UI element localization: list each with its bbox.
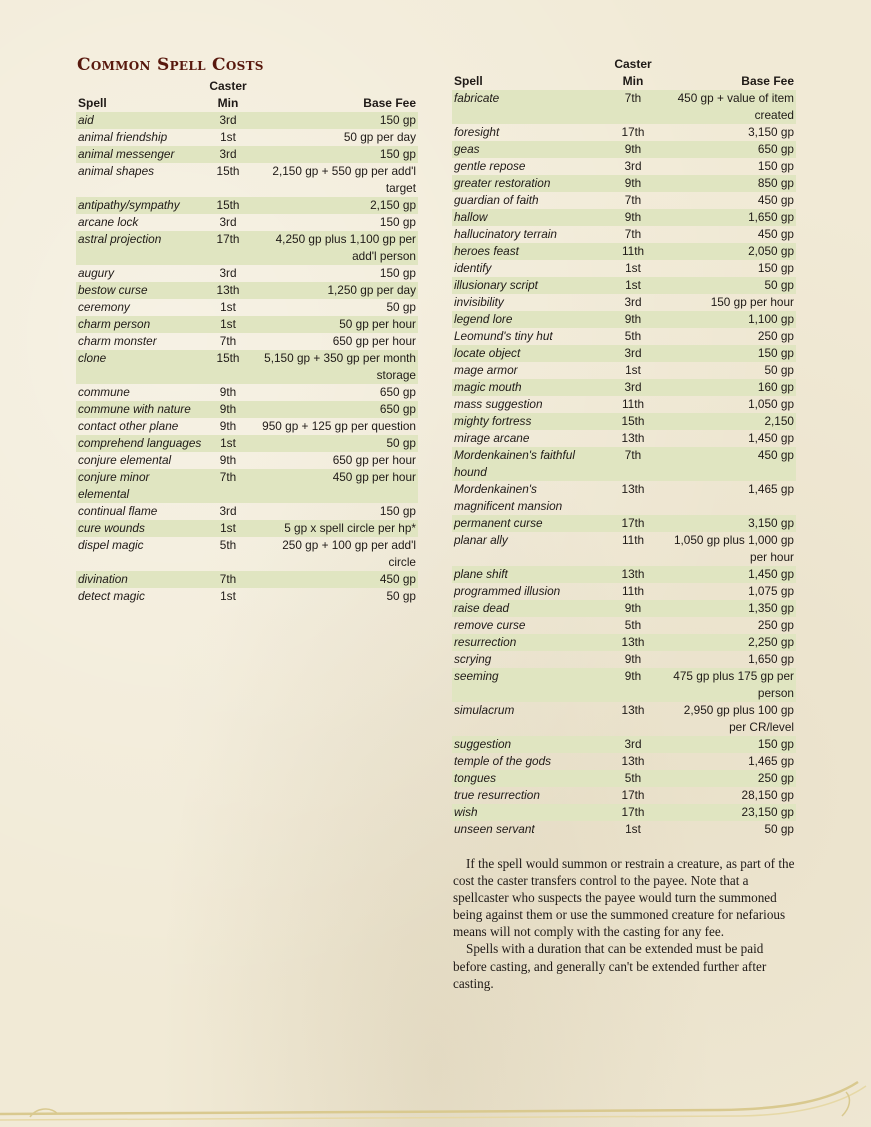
spell-name: locate object — [452, 345, 600, 362]
base-fee: 250 gp — [757, 329, 794, 343]
spell-name: contact other plane — [78, 419, 179, 433]
table-row — [452, 447, 796, 481]
base-fee: 160 gp — [666, 379, 796, 396]
caster-min: 9th — [600, 668, 666, 702]
spell-name: seeming — [452, 668, 600, 702]
table-row — [76, 469, 418, 503]
base-fee: 28,150 gp — [741, 788, 794, 802]
table-row — [76, 401, 418, 418]
caster-min: 9th — [600, 600, 666, 617]
caster-min: 3rd — [624, 159, 642, 173]
base-fee: 1,650 gp — [666, 209, 796, 226]
table-row — [452, 396, 796, 413]
caster-min: 13th — [600, 566, 666, 583]
spell-name: animal friendship — [78, 130, 168, 144]
caster-min: 13th — [621, 754, 645, 768]
caster-min: 9th — [600, 311, 666, 328]
base-fee: 150 gp — [666, 345, 796, 362]
table-row — [452, 481, 796, 515]
spell-name: mass suggestion — [454, 397, 543, 411]
caster-min: 3rd — [219, 504, 237, 518]
spell-name: remove curse — [454, 618, 526, 632]
spell-name: legend lore — [452, 311, 600, 328]
spell-name: commune — [78, 385, 130, 399]
caster-min: 5th — [624, 329, 642, 343]
caster-min: 9th — [219, 385, 237, 399]
spell-name: mage armor — [454, 363, 518, 377]
table-row — [76, 588, 418, 605]
table-row — [452, 158, 796, 175]
caster-min: 9th — [219, 453, 237, 467]
spell-name: permanent curse — [452, 515, 600, 532]
spell-name: bestow curse — [76, 282, 204, 299]
table-row — [76, 146, 418, 163]
base-fee: 23,150 gp — [666, 804, 796, 821]
spell-name: illusionary script — [452, 277, 600, 294]
table-row — [76, 214, 418, 231]
caster-min: 1st — [625, 822, 641, 836]
spell-name: hallow — [452, 209, 600, 226]
caster-min: 7th — [624, 193, 642, 207]
spell-name: plane shift — [452, 566, 600, 583]
table-row — [452, 277, 796, 294]
table-row — [76, 333, 418, 350]
caster-min: 3rd — [600, 345, 666, 362]
spell-name: hallucinatory terrain — [454, 227, 557, 241]
section-title: Common Spell Costs — [77, 55, 264, 75]
caster-min: 9th — [600, 175, 666, 192]
table-row — [76, 129, 418, 146]
spell-name: Mordenkainen's faithful hound — [452, 447, 600, 481]
base-fee: 450 gp — [757, 193, 794, 207]
base-fee: 150 gp — [379, 215, 416, 229]
header-min: Min — [217, 96, 239, 110]
caster-min: 17th — [600, 804, 666, 821]
base-fee: 5 gp x spell circle per hp* — [252, 520, 418, 537]
spell-name: charm person — [76, 316, 204, 333]
caster-min: 11th — [621, 533, 645, 547]
spell-name: dispel magic — [78, 538, 144, 552]
table-row — [76, 265, 418, 282]
table-row — [452, 600, 796, 617]
table-row — [76, 316, 418, 333]
spell-name: commune with nature — [76, 401, 204, 418]
caster-min: 1st — [600, 277, 666, 294]
base-fee: 1,100 gp — [666, 311, 796, 328]
table-row — [452, 702, 796, 736]
base-fee: 450 gp + value of item created — [666, 90, 796, 124]
spell-name: conjure elemental — [78, 453, 172, 467]
base-fee: 950 gp + 125 gp per question — [262, 419, 416, 433]
spell-name: conjure minor elemental — [76, 469, 204, 503]
base-fee: 1,450 gp — [666, 566, 796, 583]
table-row — [452, 430, 796, 447]
header-spell: Spell — [78, 96, 107, 110]
header-caster-min — [600, 56, 666, 90]
header-caster-min — [204, 78, 252, 112]
spell-name: mighty fortress — [452, 413, 600, 430]
base-fee: 2,150 gp — [252, 197, 418, 214]
caster-min: 3rd — [600, 736, 666, 753]
caster-min: 17th — [600, 515, 666, 532]
base-fee: 150 gp — [757, 159, 794, 173]
header-spell: Spell — [454, 74, 483, 88]
base-fee: 1,350 gp — [666, 600, 796, 617]
table-row — [452, 753, 796, 770]
base-fee: 50 gp — [252, 435, 418, 452]
base-fee: 2,950 gp plus 100 gp per CR/level — [683, 703, 794, 734]
spell-name: gentle repose — [454, 159, 526, 173]
table-header-row — [452, 56, 796, 90]
base-fee: 2,250 gp — [666, 634, 796, 651]
spell-name: resurrection — [452, 634, 600, 651]
spell-name: planar ally — [454, 533, 508, 547]
base-fee: 1,050 gp plus 1,000 gp per hour — [673, 533, 794, 564]
base-fee: 1,465 gp — [748, 754, 794, 768]
spell-name: unseen servant — [454, 822, 535, 836]
base-fee: 650 gp — [252, 401, 418, 418]
table-row — [76, 418, 418, 435]
caster-min: 15th — [600, 413, 666, 430]
table-row — [76, 537, 418, 571]
caster-min: 7th — [204, 571, 252, 588]
base-fee: 1,465 gp — [748, 482, 794, 496]
table-row — [76, 163, 418, 197]
table-row — [452, 515, 796, 532]
spell-name: simulacrum — [454, 703, 515, 717]
table-row — [452, 787, 796, 804]
table-row — [452, 345, 796, 362]
base-fee: 1,075 gp — [748, 584, 794, 598]
table-row — [452, 209, 796, 226]
base-fee: 1,650 gp — [748, 652, 794, 666]
table-row — [76, 384, 418, 401]
caster-min: 1st — [204, 316, 252, 333]
table-row — [452, 413, 796, 430]
base-fee: 650 gp — [666, 141, 796, 158]
table-row — [452, 175, 796, 192]
caster-min: 7th — [219, 334, 237, 348]
base-fee: 250 gp — [757, 618, 794, 632]
table-row — [452, 141, 796, 158]
header-min: Min — [622, 74, 644, 88]
table-row — [452, 770, 796, 787]
table-row — [76, 350, 418, 384]
caster-min: 1st — [625, 261, 641, 275]
base-fee: 50 gp — [386, 589, 416, 603]
base-fee: 3,150 gp — [748, 125, 794, 139]
table-row — [76, 571, 418, 588]
base-fee: 50 gp — [764, 822, 794, 836]
spell-name: mirage arcane — [454, 431, 530, 445]
spell-name: true resurrection — [454, 788, 540, 802]
caster-min: 13th — [204, 282, 252, 299]
table-row — [76, 282, 418, 299]
table-row — [452, 583, 796, 600]
base-fee: 1,050 gp — [748, 397, 794, 411]
spell-name: programmed illusion — [454, 584, 561, 598]
base-fee: 5,150 gp + 350 gp per month storage — [252, 350, 418, 384]
table-row — [452, 634, 796, 651]
base-fee: 650 gp per hour — [332, 453, 416, 467]
spell-name: animal shapes — [78, 164, 155, 178]
spell-name: fabricate — [452, 90, 600, 124]
header-caster: Caster — [614, 57, 652, 71]
table-row — [452, 736, 796, 753]
table-row — [76, 197, 418, 214]
spell-name: invisibility — [454, 295, 504, 309]
spell-name: foresight — [454, 125, 500, 139]
caster-min: 1st — [625, 363, 641, 377]
table-row — [76, 503, 418, 520]
spell-name: aid — [76, 112, 204, 129]
base-fee: 150 gp — [252, 112, 418, 129]
spell-name: guardian of faith — [454, 193, 539, 207]
caster-min: 9th — [219, 419, 237, 433]
spell-cost-table-left — [76, 78, 418, 605]
spell-name: antipathy/sympathy — [76, 197, 204, 214]
base-fee: 150 gp — [379, 266, 416, 280]
base-fee: 1,250 gp per day — [252, 282, 418, 299]
table-row — [76, 231, 418, 265]
caster-min: 17th — [621, 788, 645, 802]
table-row — [452, 243, 796, 260]
spell-name: arcane lock — [78, 215, 139, 229]
caster-min: 3rd — [204, 146, 252, 163]
base-fee: 150 gp — [757, 261, 794, 275]
spell-name: divination — [76, 571, 204, 588]
table-row — [452, 90, 796, 124]
caster-min: 13th — [621, 703, 645, 717]
base-fee: 650 gp per hour — [332, 334, 416, 348]
caster-min: 1st — [204, 520, 252, 537]
base-fee: 50 gp — [386, 300, 416, 314]
table-row — [76, 299, 418, 316]
base-fee: 1,450 gp — [748, 431, 794, 445]
base-fee: 450 gp — [666, 447, 796, 481]
caster-min: 15th — [204, 197, 252, 214]
base-fee: 250 gp + 100 gp per add'l circle — [282, 538, 416, 569]
caster-min: 11th — [600, 243, 666, 260]
spell-name: detect magic — [78, 589, 145, 603]
base-fee: 150 gp — [666, 736, 796, 753]
table-header-row — [76, 78, 418, 112]
caster-min: 13th — [621, 482, 645, 496]
base-fee: 2,150 — [666, 413, 796, 430]
caster-min: 15th — [216, 164, 240, 178]
caster-min: 17th — [621, 125, 645, 139]
base-fee: 150 gp per hour — [710, 295, 794, 309]
spell-name: greater restoration — [452, 175, 600, 192]
body-text — [453, 855, 798, 992]
caster-min: 7th — [600, 90, 666, 124]
base-fee: 450 gp — [757, 227, 794, 241]
spell-name: Mordenkainen's magnificent mansion — [454, 482, 563, 513]
page-footer-flourish-icon — [0, 1070, 871, 1127]
caster-min: 9th — [204, 401, 252, 418]
spell-name: temple of the gods — [454, 754, 552, 768]
paragraph-summon: If the spell would summon or restrain a creature, as part of the cost the caster transfers control to the payee. Note that a spellcaster who suspects the payee would turn the summoned being against them or use the summoned creature for nefarious means will not comply with the casting for any fee. — [453, 856, 795, 940]
caster-min: 7th — [600, 447, 666, 481]
caster-min: 5th — [624, 618, 642, 632]
caster-min: 1st — [220, 589, 236, 603]
table-row — [76, 452, 418, 469]
table-row — [452, 294, 796, 311]
base-fee: 450 gp per hour — [252, 469, 418, 503]
spell-cost-table-right — [452, 56, 796, 838]
caster-min: 5th — [600, 770, 666, 787]
table-row — [76, 520, 418, 537]
caster-min: 3rd — [624, 295, 642, 309]
spell-name: magic mouth — [452, 379, 600, 396]
spell-name: Leomund's tiny hut — [454, 329, 553, 343]
caster-min: 3rd — [600, 379, 666, 396]
base-fee: 50 gp — [666, 277, 796, 294]
base-fee: 475 gp plus 175 gp per person — [666, 668, 796, 702]
base-fee: 450 gp — [252, 571, 418, 588]
caster-min: 11th — [621, 584, 645, 598]
caster-min: 11th — [621, 397, 645, 411]
table-row — [452, 651, 796, 668]
base-fee: 250 gp — [666, 770, 796, 787]
spell-name: continual flame — [78, 504, 158, 518]
base-fee: 50 gp — [764, 363, 794, 377]
base-fee: 850 gp — [666, 175, 796, 192]
table-row — [452, 668, 796, 702]
base-fee: 4,250 gp plus 1,100 gp per add'l person — [252, 231, 418, 265]
caster-min: 13th — [600, 634, 666, 651]
table-row — [76, 435, 418, 452]
base-fee: 50 gp per hour — [252, 316, 418, 333]
spell-name: augury — [78, 266, 115, 280]
caster-min: 9th — [600, 141, 666, 158]
table-row — [452, 192, 796, 209]
header-base-fee: Base Fee — [741, 74, 794, 88]
base-fee: 3,150 gp — [666, 515, 796, 532]
caster-min: 3rd — [219, 215, 237, 229]
table-row — [452, 617, 796, 634]
table-row — [452, 328, 796, 345]
spell-name: scrying — [454, 652, 492, 666]
table-row — [452, 566, 796, 583]
table-row — [452, 362, 796, 379]
spell-name: geas — [452, 141, 600, 158]
base-fee: 650 gp — [379, 385, 416, 399]
table-row — [452, 226, 796, 243]
spell-name: identify — [454, 261, 492, 275]
base-fee: 150 gp — [379, 504, 416, 518]
caster-min: 1st — [220, 300, 236, 314]
spell-name: charm monster — [78, 334, 157, 348]
header-caster: Caster — [209, 79, 247, 93]
caster-min: 13th — [621, 431, 645, 445]
spell-name: clone — [76, 350, 204, 384]
spell-name: astral projection — [76, 231, 204, 265]
spell-name: heroes feast — [452, 243, 600, 260]
table-row — [452, 804, 796, 821]
base-fee: 50 gp per day — [343, 130, 416, 144]
table-row — [452, 379, 796, 396]
spell-name: raise dead — [452, 600, 600, 617]
base-fee: 2,150 gp + 550 gp per add'l target — [272, 164, 416, 195]
base-fee: 2,050 gp — [666, 243, 796, 260]
caster-min: 7th — [624, 227, 642, 241]
caster-min: 9th — [600, 209, 666, 226]
table-row — [452, 532, 796, 566]
table-row — [452, 311, 796, 328]
table-row — [452, 821, 796, 838]
caster-min: 5th — [219, 538, 237, 552]
paragraph-duration: Spells with a duration that can be extended must be paid before casting, and generally can't be extended further after casting. — [453, 941, 767, 991]
table-row — [452, 124, 796, 141]
spell-name: animal messenger — [76, 146, 204, 163]
base-fee: 150 gp — [252, 146, 418, 163]
spell-name: ceremony — [78, 300, 130, 314]
caster-min: 17th — [204, 231, 252, 265]
caster-min: 3rd — [219, 266, 237, 280]
table-row — [76, 112, 418, 129]
spell-name: wish — [452, 804, 600, 821]
caster-min: 3rd — [204, 112, 252, 129]
header-base-fee: Base Fee — [363, 96, 416, 110]
spell-name: cure wounds — [76, 520, 204, 537]
spell-name: tongues — [452, 770, 600, 787]
spell-name: suggestion — [452, 736, 600, 753]
caster-min: 1st — [204, 435, 252, 452]
caster-min: 1st — [220, 130, 236, 144]
caster-min: 15th — [204, 350, 252, 384]
caster-min: 9th — [624, 652, 642, 666]
spell-name: comprehend languages — [76, 435, 204, 452]
caster-min: 7th — [204, 469, 252, 503]
table-row — [452, 260, 796, 277]
